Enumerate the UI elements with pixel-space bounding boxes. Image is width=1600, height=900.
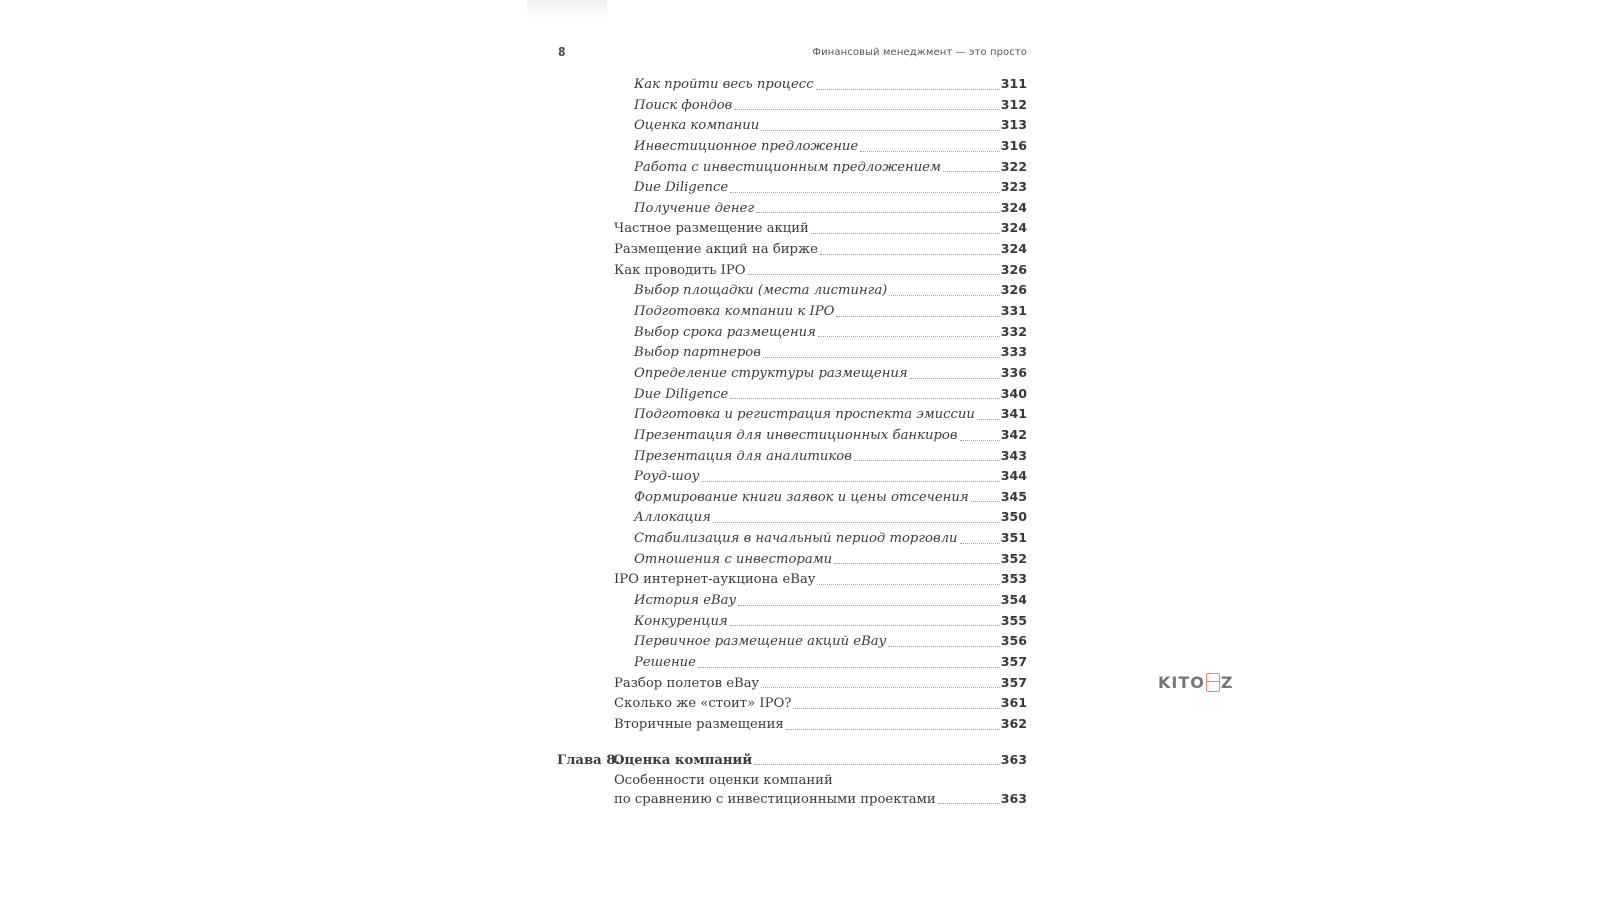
toc-entry[interactable] bbox=[545, 611, 1027, 632]
toc-entry-page: 340 bbox=[1000, 385, 1027, 401]
toc-entry-page: 326 bbox=[1000, 261, 1027, 277]
toc-entry-title: Отношения с инвесторами bbox=[634, 551, 833, 567]
toc-entry[interactable] bbox=[545, 239, 1027, 260]
dot-leader bbox=[888, 645, 1000, 647]
dot-leader bbox=[836, 315, 999, 317]
toc-entry[interactable] bbox=[545, 342, 1027, 363]
toc-entry-page: 326 bbox=[1000, 282, 1027, 298]
toc-entry-title: Выбор партнеров bbox=[634, 345, 761, 361]
watermark-b-glyph-icon bbox=[1206, 673, 1220, 692]
toc-entry-title: Выбор площадки (места листинга) bbox=[634, 283, 888, 299]
dot-leader bbox=[960, 542, 1000, 544]
dot-leader bbox=[761, 129, 999, 131]
dot-leader bbox=[817, 583, 999, 585]
toc-entry[interactable] bbox=[545, 363, 1027, 384]
toc-entry-page: 341 bbox=[1000, 406, 1027, 422]
toc-entry[interactable] bbox=[545, 218, 1027, 239]
chapter-number: Глава 8. bbox=[557, 752, 621, 768]
toc-entry-page: 354 bbox=[1000, 592, 1027, 608]
toc-entry-title: Работа с инвестиционным предложением bbox=[634, 159, 941, 175]
dot-leader bbox=[748, 273, 1000, 275]
toc-entry-title: Конкуренция bbox=[634, 613, 728, 629]
dot-leader bbox=[910, 377, 1000, 379]
dot-leader bbox=[761, 686, 1000, 688]
dot-leader bbox=[763, 356, 1000, 358]
toc-entry-page: 357 bbox=[1000, 653, 1027, 669]
toc-entry-page: 333 bbox=[1000, 344, 1027, 360]
toc-entry[interactable] bbox=[545, 425, 1027, 446]
toc-entry[interactable] bbox=[545, 466, 1027, 487]
dot-leader bbox=[834, 562, 1000, 564]
toc-entry-title: Получение денег bbox=[634, 200, 754, 216]
toc-entry[interactable] bbox=[545, 198, 1027, 219]
toc-entry[interactable] bbox=[545, 693, 1027, 714]
toc-entry[interactable] bbox=[545, 673, 1027, 694]
dot-leader bbox=[811, 232, 1000, 234]
toc-entry-title: Как проводить IPO bbox=[614, 262, 746, 278]
toc-entry-title: Роуд-шоу bbox=[634, 469, 700, 485]
toc-entry[interactable] bbox=[545, 74, 1027, 95]
toc-entry[interactable] bbox=[545, 487, 1027, 508]
toc-entry-page: 361 bbox=[1000, 695, 1027, 711]
toc-entry[interactable] bbox=[545, 260, 1027, 281]
toc-entry[interactable] bbox=[545, 549, 1027, 570]
toc-entry-page: 344 bbox=[1000, 468, 1027, 484]
toc-entry[interactable] bbox=[545, 95, 1027, 116]
toc-entry-page: 331 bbox=[1000, 303, 1027, 319]
toc-entry-title: Выбор срока размещения bbox=[634, 324, 816, 340]
toc-entry-page: 312 bbox=[1000, 96, 1027, 112]
toc-entry-title: Оценка компании bbox=[634, 118, 760, 134]
dot-leader bbox=[738, 604, 1000, 606]
toc-entry-page: 316 bbox=[1000, 137, 1027, 153]
watermark-logo bbox=[1158, 673, 1233, 692]
dot-leader bbox=[816, 88, 1000, 90]
dot-leader bbox=[754, 763, 1000, 765]
dot-leader bbox=[756, 211, 1000, 213]
toc-entry[interactable] bbox=[545, 590, 1027, 611]
chapter-page: 363 bbox=[1000, 751, 1027, 767]
toc-entry-page: 322 bbox=[1000, 158, 1027, 174]
toc-entry-page: 342 bbox=[1000, 426, 1027, 442]
dot-leader bbox=[730, 397, 999, 399]
running-title: Финансовый менеджмент — это просто bbox=[812, 47, 1027, 58]
toc-entry-title: Как пройти весь процесс bbox=[634, 77, 814, 92]
toc-entry-title-line2: по сравнению с инвестиционными проектами bbox=[614, 792, 936, 808]
toc-entry-page: 355 bbox=[1000, 612, 1027, 628]
toc-entry-title: Сколько же «стоит» IPO? bbox=[614, 696, 792, 712]
dot-leader bbox=[818, 335, 1000, 337]
toc-entry[interactable] bbox=[545, 714, 1027, 735]
dot-leader bbox=[730, 624, 1000, 626]
toc-entry[interactable] bbox=[545, 507, 1027, 528]
dot-leader bbox=[786, 728, 1000, 730]
toc-entry[interactable] bbox=[545, 631, 1027, 652]
toc-entry-title: Разбор полетов eBay bbox=[614, 675, 760, 691]
toc-entry[interactable] bbox=[545, 322, 1027, 343]
toc-entry-page: 350 bbox=[1000, 509, 1027, 525]
toc-entry-title: Поиск фондов bbox=[634, 97, 733, 113]
chapter-label bbox=[557, 751, 753, 772]
dot-leader bbox=[860, 150, 999, 152]
toc-entry-page: 311 bbox=[1000, 76, 1027, 91]
book-page bbox=[545, 0, 1045, 900]
toc-entry-title: Презентация для инвестиционных банкиров bbox=[634, 427, 958, 443]
toc-entry-title: Первичное размещение акций eBay bbox=[634, 634, 887, 650]
toc-entry-title: Частное размещение акций bbox=[614, 221, 809, 237]
toc-chapter[interactable] bbox=[545, 750, 1027, 771]
chapter-title: Оценка компаний bbox=[613, 752, 753, 768]
dot-leader bbox=[854, 459, 1000, 461]
dot-leader bbox=[730, 191, 999, 193]
dot-leader bbox=[734, 108, 999, 110]
toc-entry-title: Формирование книги заявок и цены отсечения bbox=[634, 489, 969, 505]
toc-entry-page: 353 bbox=[1000, 571, 1027, 587]
toc-entry[interactable] bbox=[545, 280, 1027, 301]
toc-entry[interactable] bbox=[545, 569, 1027, 590]
toc-entry-page: 336 bbox=[1000, 364, 1027, 380]
toc-entry-page: 362 bbox=[1000, 715, 1027, 731]
toc-entry[interactable] bbox=[545, 115, 1027, 136]
toc-entry[interactable] bbox=[545, 652, 1027, 673]
toc-entry-page: 351 bbox=[1000, 530, 1027, 546]
toc-entry-title: Вторичные размещения bbox=[614, 716, 784, 732]
toc-entry-title: Аллокация bbox=[634, 510, 711, 526]
toc-entry-page: 313 bbox=[1000, 117, 1027, 133]
toc-entry-page: 324 bbox=[1000, 241, 1027, 257]
toc-entry-title: Due Diligence bbox=[634, 180, 729, 196]
dot-leader bbox=[889, 294, 999, 296]
toc-entry[interactable] bbox=[545, 301, 1027, 322]
dot-leader bbox=[960, 439, 1000, 441]
toc-entry-title: Due Diligence bbox=[634, 386, 729, 402]
toc-entry[interactable] bbox=[545, 528, 1027, 549]
watermark-suffix: Z bbox=[1220, 673, 1234, 692]
dot-leader bbox=[938, 802, 1000, 804]
toc-entry-title: Инвестиционное предложение bbox=[634, 138, 859, 154]
dot-leader bbox=[793, 707, 999, 709]
toc-entry-title: Подготовка и регистрация проспекта эмиссии bbox=[634, 407, 975, 423]
toc-entry-multiline[interactable] bbox=[545, 772, 1027, 808]
toc-entry-title: IPO интернет-аукциона eBay bbox=[614, 572, 816, 588]
toc-entry[interactable] bbox=[545, 136, 1027, 157]
toc-entry-title: Определение структуры размещения bbox=[634, 365, 908, 381]
toc-entry[interactable] bbox=[545, 157, 1027, 178]
toc-entry-page: 352 bbox=[1000, 550, 1027, 566]
dot-leader bbox=[698, 666, 1000, 668]
toc-entry-title: Размещение акций на бирже bbox=[614, 242, 818, 258]
toc-entry-title: Стабилизация в начальный период торговли bbox=[634, 531, 958, 547]
toc-entry-page: 343 bbox=[1000, 447, 1027, 463]
dot-leader bbox=[971, 500, 1000, 502]
toc-entry-title: История eBay bbox=[634, 593, 736, 609]
toc-entry-page: 323 bbox=[1000, 179, 1027, 195]
dot-leader bbox=[977, 418, 1000, 420]
toc-entry-page: 363 bbox=[1000, 791, 1027, 807]
toc-entry-title: Решение bbox=[634, 654, 696, 670]
toc-entry-page: 324 bbox=[1000, 199, 1027, 215]
toc-entry-title: Подготовка компании к IPO bbox=[634, 304, 835, 320]
toc-entry-page: 356 bbox=[1000, 633, 1027, 649]
toc-entry[interactable] bbox=[545, 177, 1027, 198]
watermark-prefix: KITO bbox=[1158, 673, 1205, 692]
toc-entry-title: Презентация для аналитиков bbox=[634, 448, 852, 464]
toc-entry[interactable] bbox=[545, 404, 1027, 425]
dot-leader bbox=[943, 170, 1000, 172]
table-of-contents bbox=[545, 74, 1027, 808]
toc-entry-page: 324 bbox=[1000, 220, 1027, 236]
page-number: 8 bbox=[558, 45, 566, 59]
toc-entry-page: 345 bbox=[1000, 488, 1027, 504]
dot-leader bbox=[713, 521, 1000, 523]
toc-entry-title-line1: Особенности оценки компаний bbox=[614, 773, 833, 789]
toc-entry-page: 357 bbox=[1000, 674, 1027, 690]
dot-leader bbox=[701, 480, 999, 482]
toc-entry[interactable] bbox=[545, 446, 1027, 467]
toc-entry-page: 332 bbox=[1000, 323, 1027, 339]
dot-leader bbox=[820, 253, 1000, 255]
toc-entry[interactable] bbox=[545, 384, 1027, 405]
